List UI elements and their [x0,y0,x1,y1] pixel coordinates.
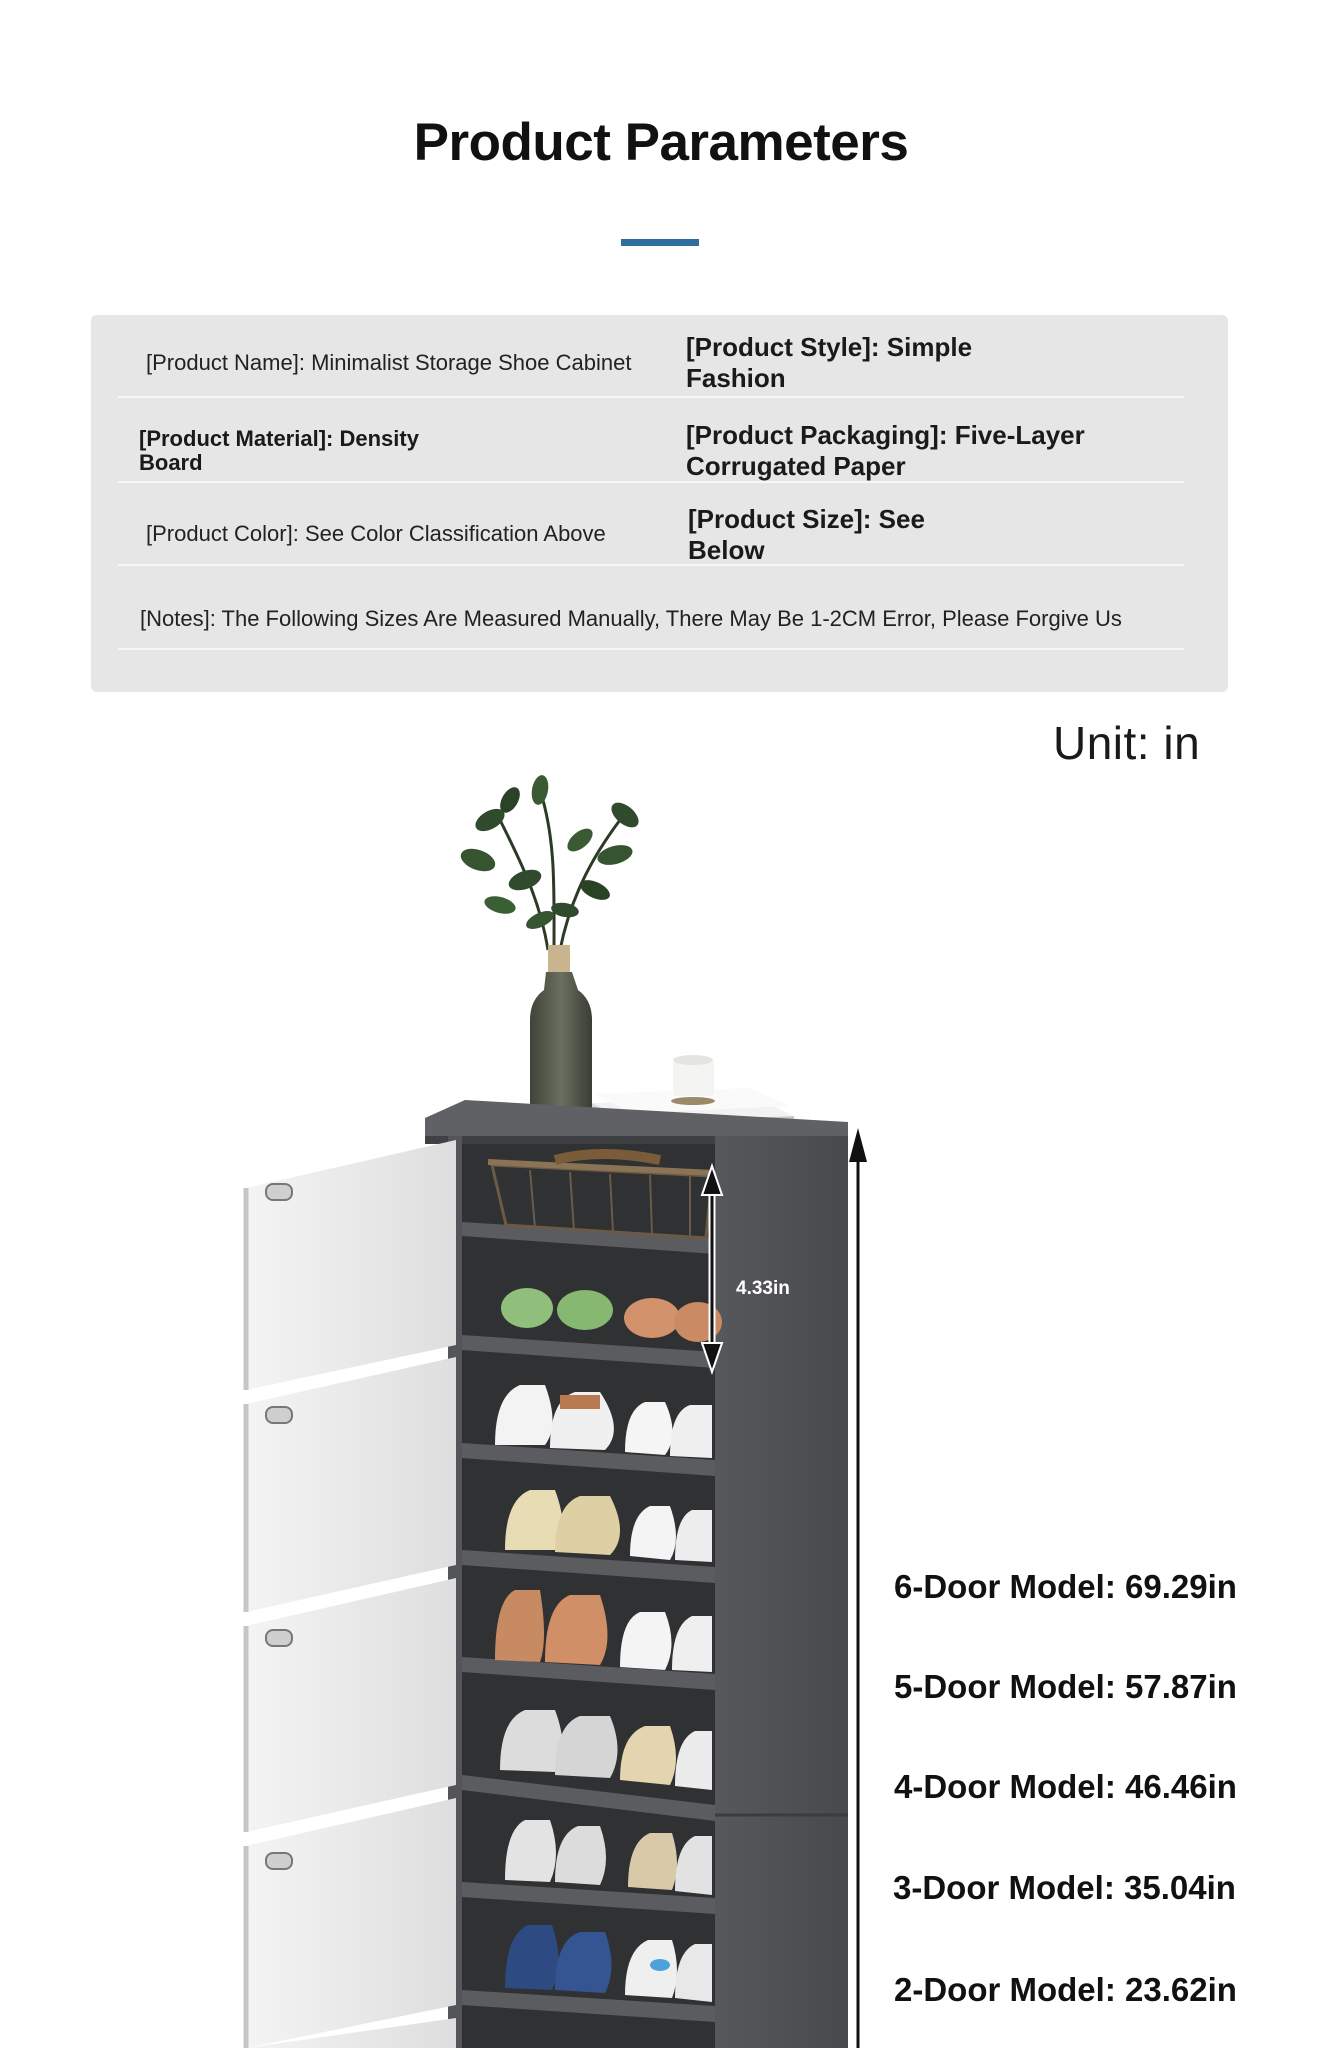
cabinet-doors [246,1140,456,2048]
page-title: Product Parameters [413,113,909,172]
product-material-line1: [Product Material]: Density [139,426,419,451]
product-size-line1: [Product Size]: See [688,504,925,534]
product-packaging-line1: [Product Packaging]: Five-Layer [686,420,1085,450]
shelf-gap-label: 4.33in [736,1278,790,1299]
notes: [Notes]: The Following Sizes Are Measured Manually, There May Be 1-2CM Error, Please Forgive Us [140,606,1122,631]
model-height-4-door: 4-Door Model: 46.46in [894,1768,1237,1805]
product-name: [Product Name]: Minimalist Storage Shoe Cabinet [146,350,632,375]
candle-icon [673,1055,714,1096]
product-size-line2: Below [688,535,765,566]
product-material-line2: Board [139,450,203,476]
vase-icon [530,945,592,1120]
height-arrow [849,1128,867,2048]
model-height-2-door: 2-Door Model: 23.62in [894,1971,1237,2008]
plant-icon [458,774,643,950]
model-height-5-door: 5-Door Model: 57.87in [894,1668,1237,1705]
product-style-line1: [Product Style]: Simple [686,332,973,362]
product-color: [Product Color]: See Color Classification Above [146,521,606,546]
unit-label: Unit: in [1053,717,1201,769]
model-height-3-door: 3-Door Model: 35.04in [893,1869,1236,1906]
model-height-6-door: 6-Door Model: 69.29in [894,1568,1237,1605]
product-style-line2: Fashion [686,363,786,394]
cabinet-side-panel [715,1136,848,2048]
product-packaging-line2: Corrugated Paper [686,451,906,482]
